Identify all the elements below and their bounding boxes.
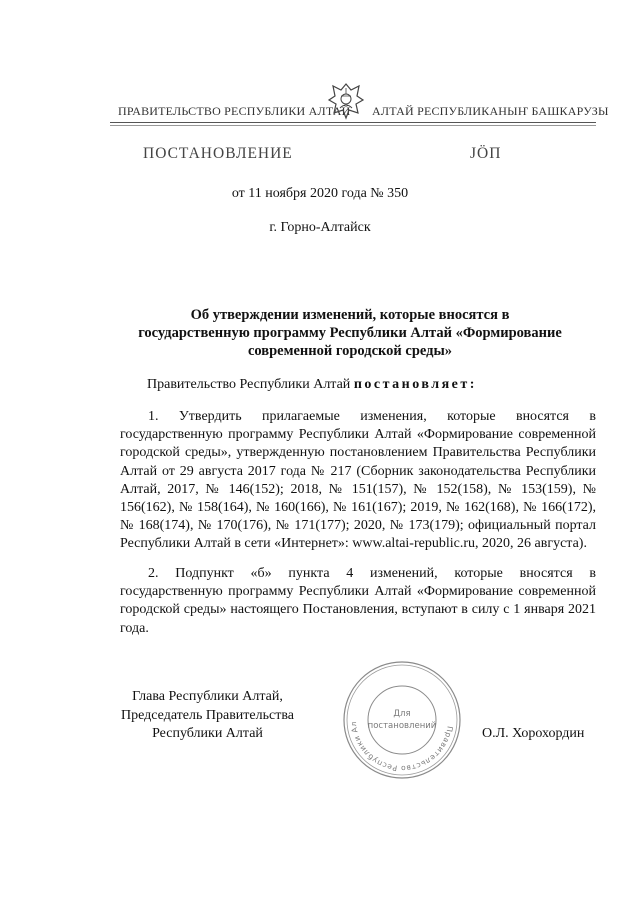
title-line: Об утверждении изменений, которые вносятся в: [190, 307, 510, 323]
title-line: государственную программу Республики Алтай «Формирование: [138, 325, 562, 341]
city-line: г. Горно-Алтайск: [269, 220, 371, 235]
signature-position-line: Председатель Правительства: [121, 707, 294, 723]
intro-line: [147, 377, 477, 393]
signature-position-line: Республики Алтай: [152, 726, 263, 741]
header-rule-bottom: [110, 125, 596, 126]
date-line: от 11 ноября 2020 года № 350: [231, 186, 409, 201]
document-title: [100, 306, 600, 360]
signature-position-line: Глава Республики Алтай,: [132, 689, 283, 704]
header-right-org: АЛТАЙ РЕСПУБЛИКАНЫҤ БАШКАРУЗЫ: [372, 104, 609, 118]
paragraph-1: 1. Утвердить прилагаемые изменения, которые вносятся в государственную программу Республики Алтай «Формирование современной городской среды», утвержденную постановлением Правительства Республики Алтай от 29 августа 2017 года № 217 (Сборник законодательства Республики Алтай, 2017, № 146(152); 2018, № 151(157), № 152(158), № 153(159), № 156(162), № 158(164), № 160(166), № 161(167); 2019, № 162(168), № 166(172), № 168(174), № 170(176), № 171(177); 2020, № 173(179); официальный портал Республики Алтай в сети «Интернет»: www.altai-republic.ru, 2020, 26 августа).: [120, 409, 596, 552]
signatory-name: О.Л. Хорохордин: [482, 726, 585, 741]
intro-text: Правительство Республики Алтай: [147, 377, 354, 392]
stamp-center-line: Для: [393, 709, 411, 719]
doc-type-russian: ПОСТАНОВЛЕНИЕ: [143, 145, 293, 162]
stamp-center-line: постановлений: [367, 721, 437, 731]
stamp-ring-text: Правительство Республики Ал: [348, 720, 455, 774]
signature-position: [120, 688, 295, 744]
intro-emphasis: постановляет:: [353, 377, 477, 392]
paragraph-2: 2. Подпункт «б» пункта 4 изменений, которые вносятся в государственную программу Республики Алтай «Формирование современной городской среды» настоящего Постановления, вступают в силу с 1 января 2021 года.: [120, 566, 596, 636]
doc-type-altai: ЈӦП: [470, 145, 502, 162]
title-line: современной городской среды»: [247, 343, 453, 359]
header-rule-top: [110, 122, 596, 123]
stamp-seal-icon: [340, 658, 464, 782]
official-stamp: [340, 658, 464, 782]
header-left-org: ПРАВИТЕЛЬСТВО РЕСПУБЛИКИ АЛТАЙ: [118, 104, 351, 118]
altai-coat-of-arms-icon: [327, 80, 365, 122]
